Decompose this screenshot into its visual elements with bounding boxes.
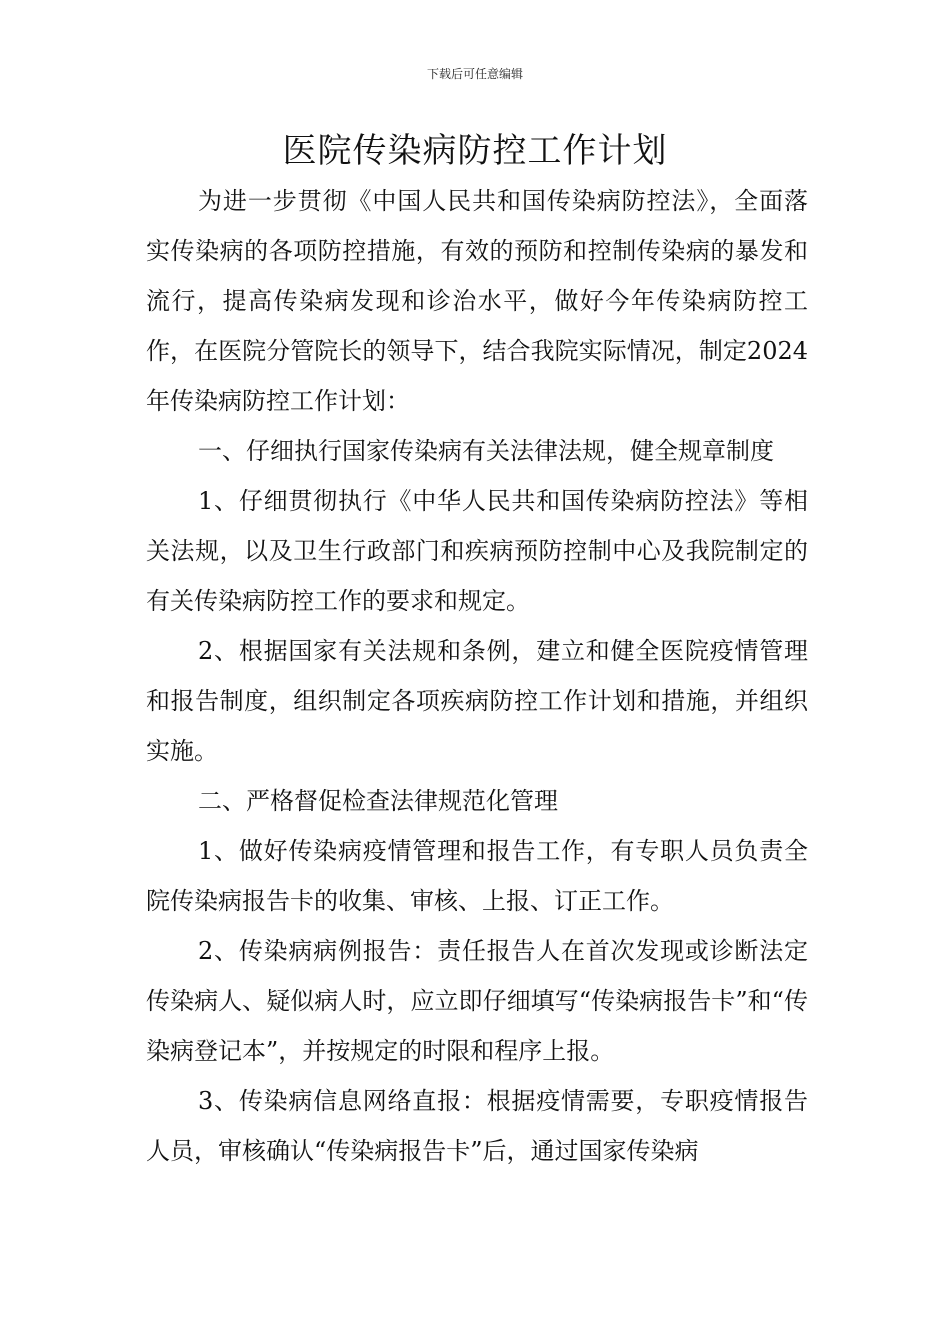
section-heading-2: 二、严格督促检查法律规范化管理	[198, 787, 558, 815]
paragraph-intro: 为进一步贯彻《中国人民共和国传染病防控法》，全面落实传染病的各项防控措施，有效的预防和控制传染病的暴发和流行，提高传染病发现和诊治水平，做好今年传染病防控工作，在医院分管院长的领导下，结合我院实际情况，制定2024年传染病防控工作计划：	[146, 187, 808, 415]
section-heading-1: 一、仔细执行国家传染病有关法律法规，健全规章制度	[198, 437, 774, 465]
document-body	[146, 176, 808, 1176]
paragraph-2-1: 1、做好传染病疫情管理和报告工作，有专职人员负责全院传染病报告卡的收集、审核、上报、订正工作。	[146, 837, 808, 915]
document-title: 医院传染病防控工作计划	[282, 131, 668, 171]
paragraph-2-3: 3、传染病信息网络直报：根据疫情需要，专职疫情报告人员，审核确认“传染病报告卡”后，通过国家传染病	[146, 1087, 808, 1165]
paragraph-2-2: 2、传染病病例报告：责任报告人在首次发现或诊断法定传染病人、疑似病人时，应立即仔细填写“传染病报告卡”和“传染病登记本”，并按规定的时限和程序上报。	[146, 937, 808, 1065]
paragraph-1-1: 1、仔细贯彻执行《中华人民共和国传染病防控法》等相关法规，以及卫生行政部门和疾病预防控制中心及我院制定的有关传染病防控工作的要求和规定。	[146, 487, 808, 615]
header-note: 下载后可任意编辑	[426, 67, 523, 81]
paragraph-1-2: 2、根据国家有关法规和条例，建立和健全医院疫情管理和报告制度，组织制定各项疾病防控工作计划和措施，并组织实施。	[146, 637, 808, 765]
